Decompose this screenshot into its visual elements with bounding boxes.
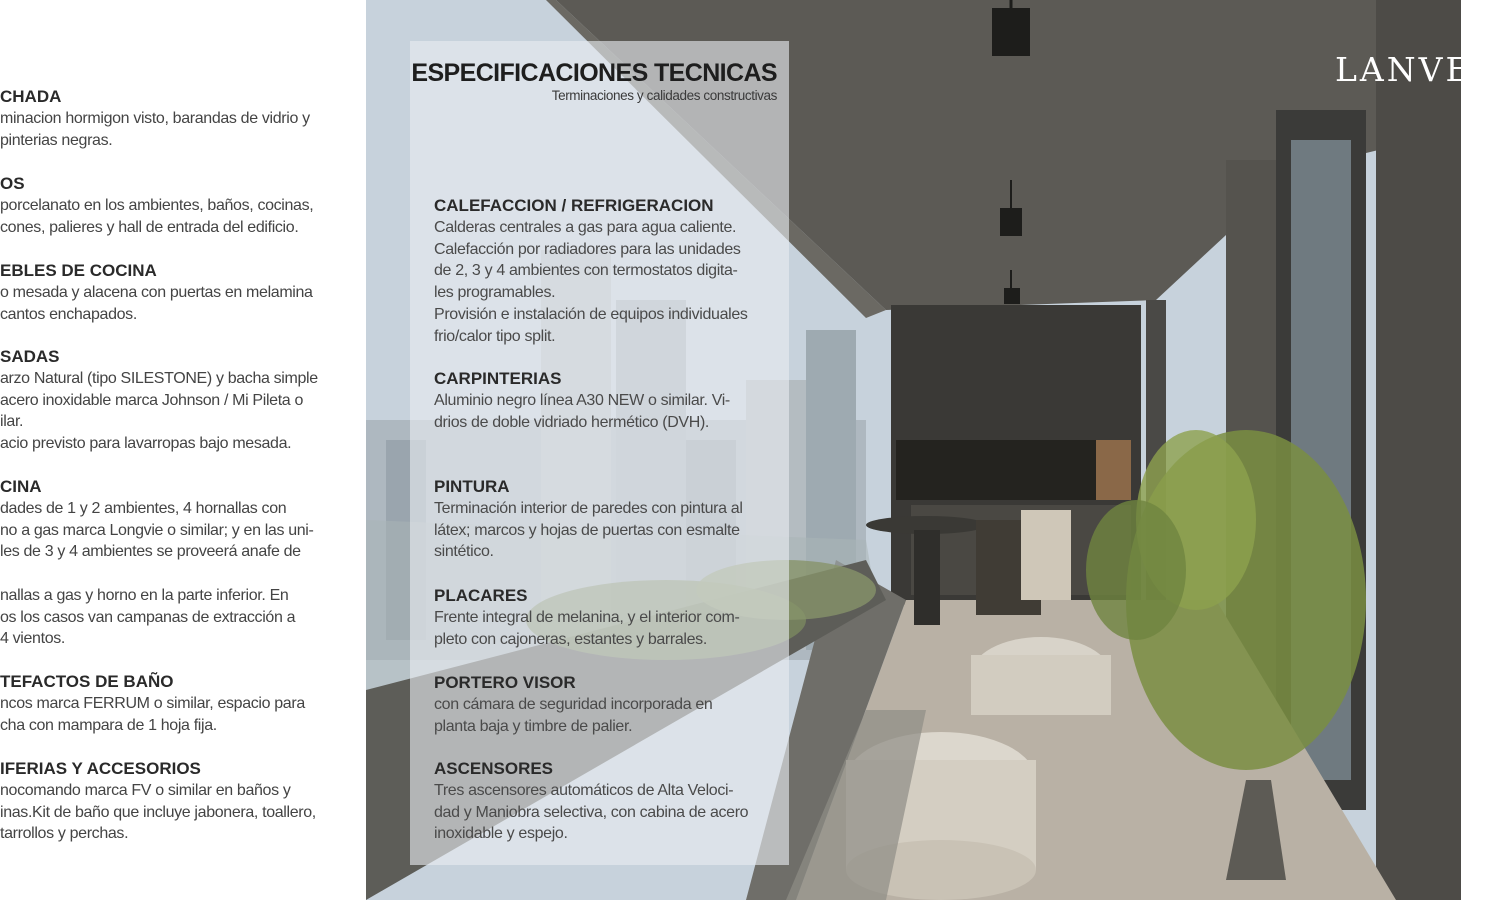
spec-section-heading: CARPINTERIAS bbox=[434, 369, 562, 388]
left-section-griferias bbox=[0, 758, 340, 845]
left-section-heading: CINA bbox=[0, 477, 42, 496]
left-section-heading: SADAS bbox=[0, 347, 60, 366]
spec-section-text: sintético. bbox=[434, 543, 494, 561]
spec-section-text: drios de doble vidriado hermético (DVH). bbox=[434, 413, 710, 431]
left-section-heading: TEFACTOS DE BAÑO bbox=[0, 672, 174, 691]
left-section-text: minacion hormigon visto, barandas de vidrio y bbox=[0, 110, 310, 127]
spec-section-text: Aluminio negro línea A30 NEW o similar. Vi- bbox=[434, 392, 730, 409]
left-section-text: acero inoxidable marca Johnson / Mi Pileta o bbox=[0, 391, 303, 409]
left-section-text: arzo Natural (tipo SILESTONE) y bacha simple bbox=[0, 370, 318, 387]
left-section-text: les de 3 y 4 ambientes se proveerá anafe de bbox=[0, 543, 301, 561]
left-section-heading: IFERIAS Y ACCESORIOS bbox=[0, 759, 201, 778]
left-section-text: no a gas marca Longvie o similar; y en las uni- bbox=[0, 521, 314, 539]
left-section-text: acio previsto para lavarropas bajo mesada. bbox=[0, 435, 292, 453]
spec-section-heading: PORTERO VISOR bbox=[434, 673, 576, 692]
spec-section-ascensores bbox=[434, 758, 774, 845]
spec-section-text: dad y Maniobra selectiva, con cabina de acero bbox=[434, 803, 749, 821]
left-section-text: cha con mampara de 1 hoja fija. bbox=[0, 716, 217, 734]
left-section-text: tarrollos y perchas. bbox=[0, 825, 129, 843]
spec-section-text: Tres ascensores automáticos de Alta Veloci- bbox=[434, 782, 734, 799]
spec-section-text: Frente integral de melanina, y el interior com- bbox=[434, 609, 740, 626]
spec-section-placares bbox=[434, 585, 774, 650]
spec-section-text: con cámara de seguridad incorporada en bbox=[434, 696, 713, 713]
left-section-text: 4 vientos. bbox=[0, 630, 65, 648]
left-spec-column bbox=[0, 0, 366, 900]
left-section-heading: EBLES DE COCINA bbox=[0, 261, 157, 280]
left-section-text: inas.Kit de baño que incluye jabonera, toallero, bbox=[0, 803, 316, 821]
spec-section-text: frio/calor tipo split. bbox=[434, 327, 556, 345]
spec-section-text: les programables. bbox=[434, 284, 556, 302]
left-section-text: ncos marca FERRUM o similar, espacio para bbox=[0, 695, 305, 712]
spec-section-heading: PLACARES bbox=[434, 586, 528, 605]
left-section-fachada bbox=[0, 86, 340, 151]
left-section-text: cones, palieres y hall de entrada del edificio. bbox=[0, 218, 299, 236]
spec-section-text: pleto con cajoneras, estantes y barrales. bbox=[434, 630, 707, 648]
left-section-mesadas bbox=[0, 346, 340, 455]
spec-subtitle: Terminaciones y calidades constructivas bbox=[551, 88, 777, 103]
left-section-heading: OS bbox=[0, 174, 25, 193]
spec-section-heading: ASCENSORES bbox=[434, 759, 554, 778]
spec-section-pintura bbox=[434, 476, 774, 563]
spec-section-calefaccion bbox=[434, 195, 774, 347]
left-section-heading: CHADA bbox=[0, 87, 62, 106]
left-section-muebles bbox=[0, 260, 340, 325]
spec-title: ESPECIFICACIONES TECNICAS bbox=[411, 59, 777, 87]
spec-section-text: Terminación interior de paredes con pintura al bbox=[434, 500, 743, 517]
left-section-text: ilar. bbox=[0, 413, 24, 431]
left-section-text: dades de 1 y 2 ambientes, 4 hornallas con bbox=[0, 500, 287, 517]
left-section-text: pinterias negras. bbox=[0, 131, 113, 149]
spec-section-text: Provisión e instalación de equipos individuales bbox=[434, 305, 748, 323]
left-section-text: o mesada y alacena con puertas en melamina bbox=[0, 284, 313, 301]
left-section-text: nallas a gas y horno en la parte inferior. En bbox=[0, 586, 289, 604]
left-section-text: nocomando marca FV o similar en baños y bbox=[0, 782, 291, 799]
left-section-text bbox=[0, 563, 340, 585]
spec-section-text: inoxidable y espejo. bbox=[434, 825, 568, 843]
spec-panel bbox=[410, 41, 789, 865]
spec-section-text: planta baja y timbre de palier. bbox=[434, 717, 633, 735]
left-section-cocina bbox=[0, 476, 340, 650]
spec-section-text: látex; marcos y hojas de puertas con esmalte bbox=[434, 521, 740, 539]
left-section-pisos bbox=[0, 173, 340, 238]
spec-section-heading: PINTURA bbox=[434, 477, 510, 496]
spec-section-text: Calderas centrales a gas para agua caliente. bbox=[434, 219, 737, 236]
left-section-text: cantos enchapados. bbox=[0, 305, 137, 323]
left-section-text: os los casos van campanas de extracción a bbox=[0, 608, 296, 626]
spec-section-text: Calefacción por radiadores para las unidades bbox=[434, 240, 741, 258]
spec-section-text: de 2, 3 y 4 ambientes con termostatos digita- bbox=[434, 262, 738, 280]
brand-logo: LANVEN bbox=[1335, 50, 1504, 89]
left-section-text: porcelanato en los ambientes, baños, cocinas, bbox=[0, 197, 314, 214]
spec-section-heading: CALEFACCION / REFRIGERACION bbox=[434, 196, 714, 215]
left-section-artefactos bbox=[0, 671, 340, 736]
spec-section-portero bbox=[434, 672, 774, 737]
spec-section-carpinterias bbox=[434, 368, 774, 433]
